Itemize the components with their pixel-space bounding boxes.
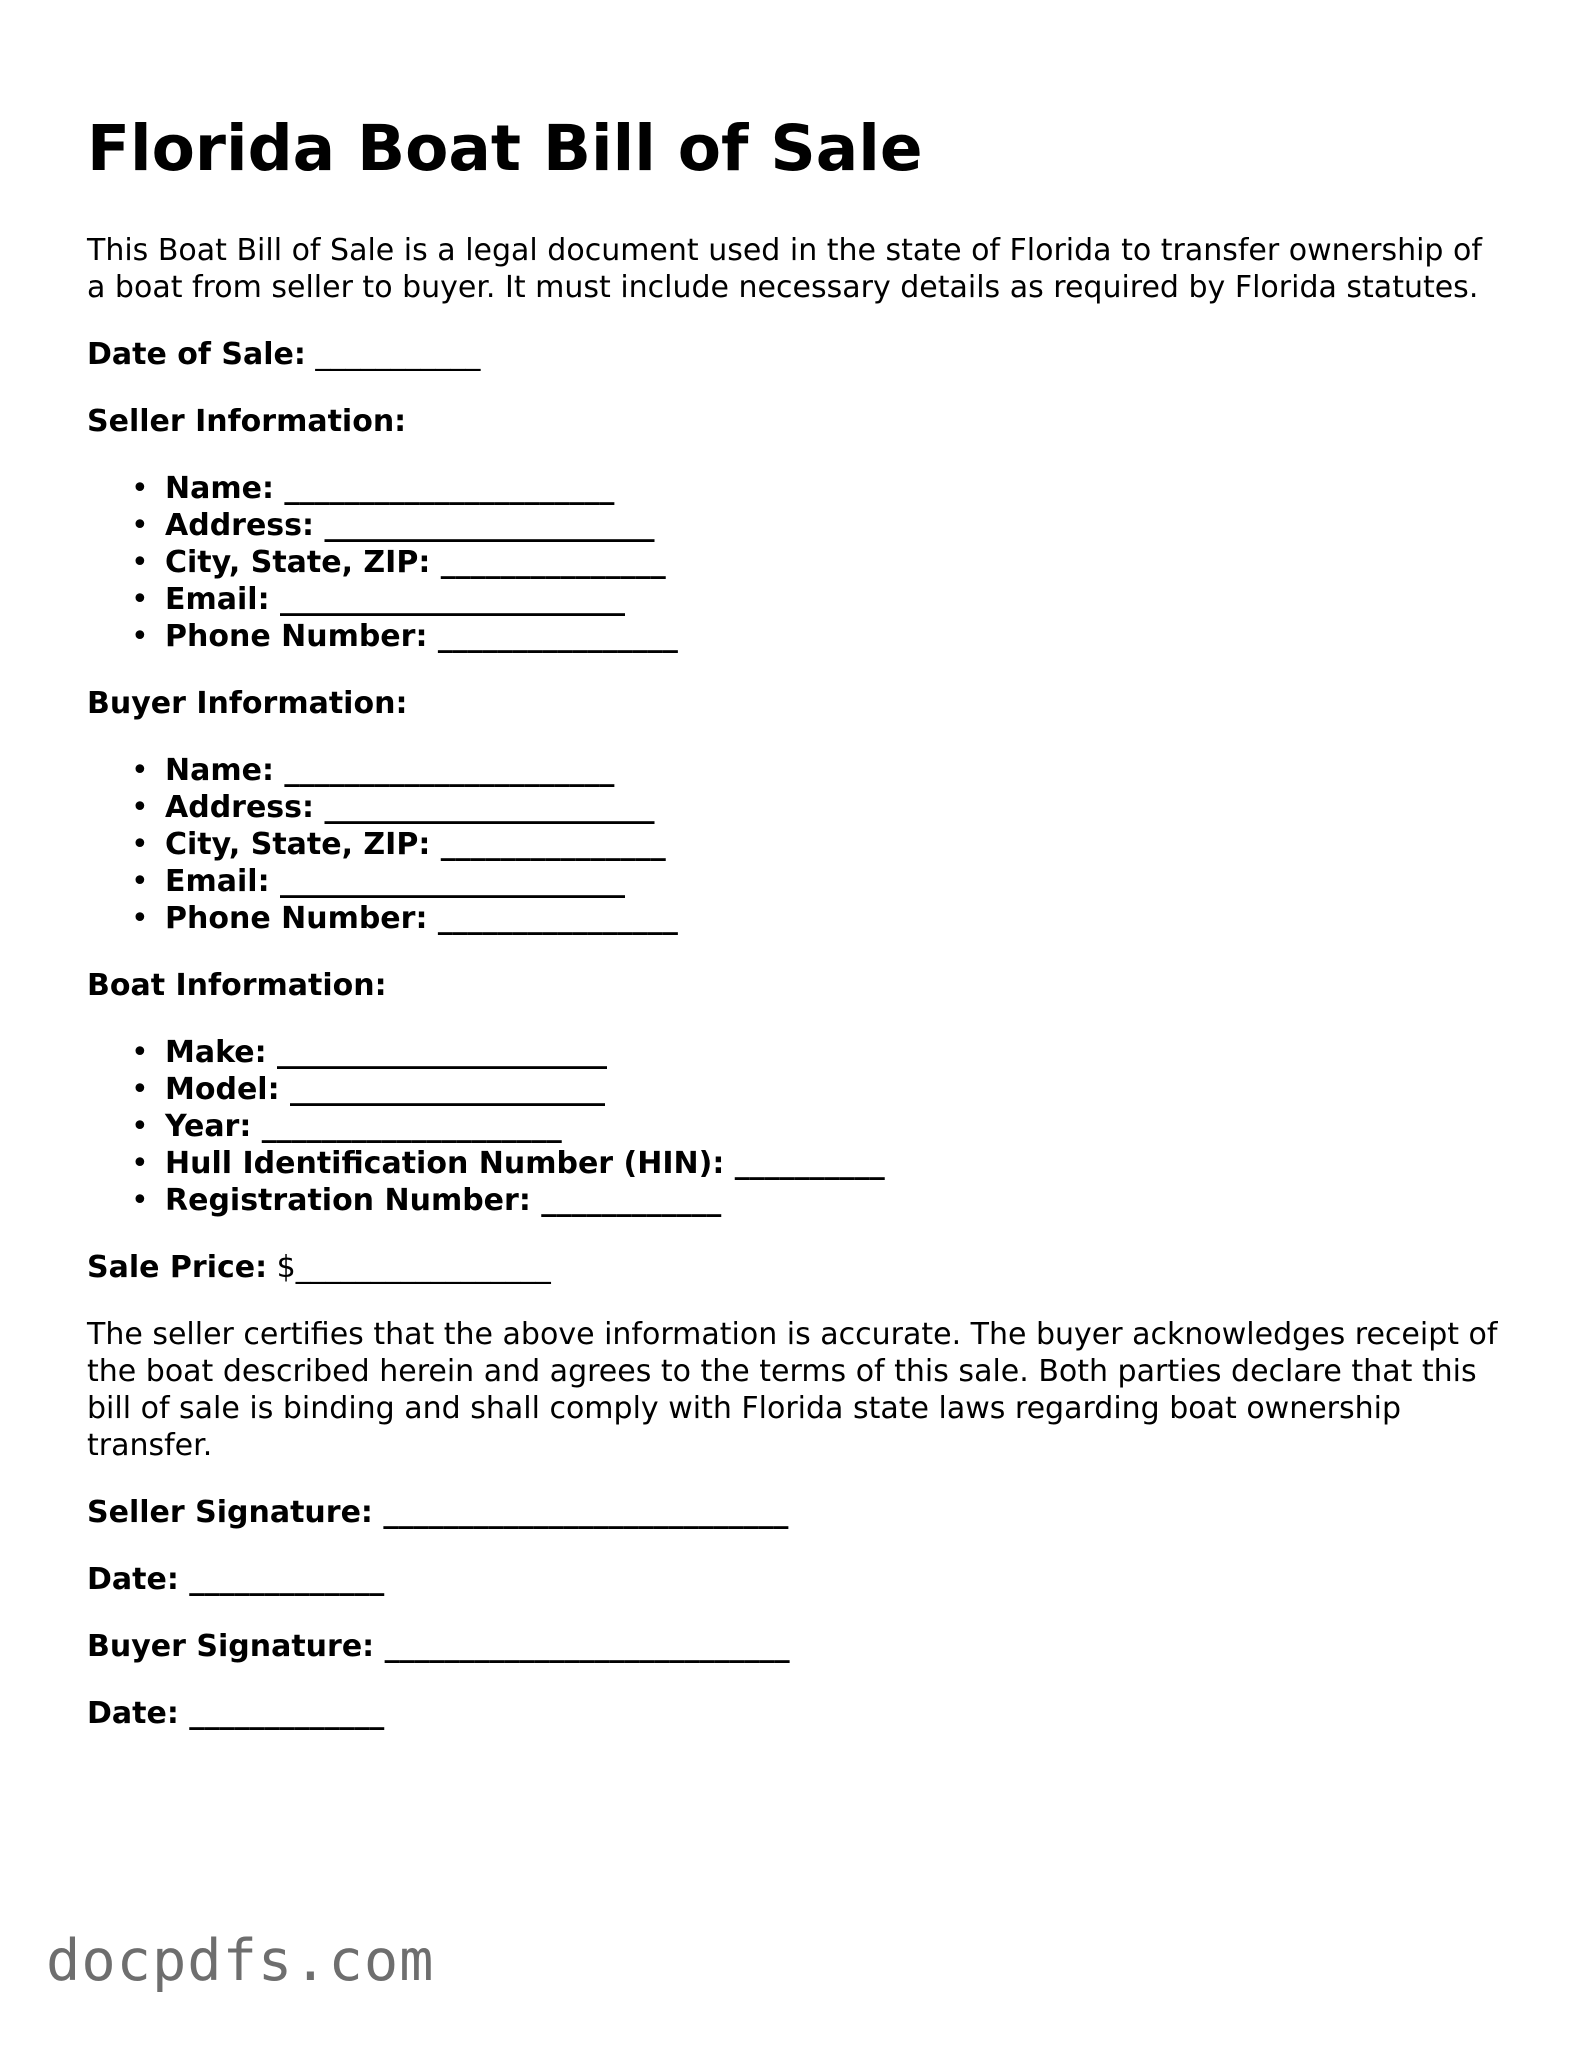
list-item (131, 752, 1507, 789)
field-label: City, State, ZIP: (165, 545, 431, 580)
list-item (131, 863, 1507, 900)
seller-date-blank[interactable]: _____________ (178, 1562, 385, 1597)
field-blank[interactable]: ______________________ (273, 753, 615, 788)
seller-signature-blank[interactable]: ___________________________ (372, 1495, 789, 1530)
buyer-fields-list (87, 752, 1507, 937)
field-label: Email: (165, 864, 270, 899)
date-of-sale-field (87, 336, 1507, 373)
bullet-icon: • (131, 901, 149, 936)
bullet-icon: • (131, 753, 149, 788)
bullet-icon: • (131, 471, 149, 506)
list-item (131, 1145, 1507, 1182)
seller-date-field (87, 1561, 1507, 1598)
field-label: Phone Number: (165, 901, 428, 936)
field-blank[interactable]: ________________ (427, 619, 678, 654)
field-label: Registration Number: (165, 1183, 531, 1218)
field-label: Year: (165, 1109, 252, 1144)
watermark: docpdfs.com (46, 1928, 435, 1994)
list-item (131, 789, 1507, 826)
buyer-signature-field (87, 1628, 1507, 1665)
bullet-icon: • (131, 790, 149, 825)
field-label: Hull Identification Number (HIN): (165, 1146, 725, 1181)
field-label: City, State, ZIP: (165, 827, 431, 862)
field-label: Make: (165, 1035, 267, 1070)
field-label: Name: (165, 471, 274, 506)
list-item (131, 470, 1507, 507)
field-blank[interactable]: ______________________ (314, 508, 655, 543)
field-label: Phone Number: (165, 619, 428, 654)
list-item (131, 1108, 1507, 1145)
bullet-icon: • (131, 1183, 149, 1218)
field-blank[interactable]: ______________________ (314, 790, 655, 825)
boat-heading-text: Boat Information: (87, 968, 387, 1003)
field-blank[interactable]: ______________________ (273, 471, 615, 506)
list-item (131, 544, 1507, 581)
buyer-signature-blank[interactable]: ___________________________ (374, 1629, 790, 1664)
list-item (131, 581, 1507, 618)
buyer-heading-text: Buyer Information: (87, 686, 408, 721)
seller-fields-list (87, 470, 1507, 655)
seller-signature-label: Seller Signature: (87, 1495, 373, 1530)
bullet-icon: • (131, 1035, 149, 1070)
field-blank[interactable]: _______________ (430, 827, 666, 862)
field-blank[interactable]: _______________ (430, 545, 666, 580)
field-blank[interactable]: _______________________ (269, 582, 626, 617)
boat-fields-list (87, 1034, 1507, 1219)
seller-date-label: Date: (87, 1562, 179, 1597)
list-item (131, 1034, 1507, 1071)
seller-heading-text: Seller Information: (87, 404, 407, 439)
field-blank[interactable]: _______________________ (269, 864, 626, 899)
field-blank[interactable]: ________________ (427, 901, 678, 936)
bullet-icon: • (131, 582, 149, 617)
sale-price-label: Sale Price: (87, 1250, 268, 1285)
buyer-date-label: Date: (87, 1696, 179, 1731)
list-item (131, 900, 1507, 937)
list-item (131, 618, 1507, 655)
bullet-icon: • (131, 545, 149, 580)
intro-paragraph: This Boat Bill of Sale is a legal document used in the state of Florida to transfer ownership of a boat from seller to buyer. It must include necessary details as required by Florida statutes. (87, 233, 1482, 305)
buyer-section-heading (87, 685, 1507, 722)
page-title: Florida Boat Bill of Sale (87, 112, 923, 185)
buyer-date-blank[interactable]: _____________ (178, 1696, 385, 1731)
list-item (131, 1071, 1507, 1108)
buyer-date-field (87, 1695, 1507, 1732)
field-label: Name: (165, 753, 274, 788)
field-blank[interactable]: ______________________ (266, 1035, 608, 1070)
document-page (87, 112, 1507, 1762)
bullet-icon: • (131, 1072, 149, 1107)
list-item (131, 826, 1507, 863)
date-of-sale-blank[interactable]: ___________ (305, 337, 481, 372)
bullet-icon: • (131, 508, 149, 543)
field-blank[interactable]: __________ (724, 1146, 885, 1181)
list-item (131, 507, 1507, 544)
field-label: Address: (165, 790, 315, 825)
sale-price-field (87, 1249, 1507, 1286)
field-label: Model: (165, 1072, 280, 1107)
list-item (131, 1182, 1507, 1219)
field-label: Address: (165, 508, 315, 543)
field-label: Email: (165, 582, 270, 617)
field-blank[interactable]: ____________ (530, 1183, 722, 1218)
seller-signature-field (87, 1494, 1507, 1531)
bullet-icon: • (131, 864, 149, 899)
bullet-icon: • (131, 1109, 149, 1144)
bullet-icon: • (131, 827, 149, 862)
field-blank[interactable]: ____________________ (251, 1109, 562, 1144)
sale-price-blank[interactable]: $_________________ (267, 1250, 551, 1285)
seller-section-heading (87, 403, 1507, 440)
bullet-icon: • (131, 1146, 149, 1181)
date-of-sale-label: Date of Sale: (87, 337, 306, 372)
buyer-signature-label: Buyer Signature: (87, 1629, 375, 1664)
boat-section-heading (87, 967, 1507, 1004)
bullet-icon: • (131, 619, 149, 654)
field-blank[interactable]: _____________________ (279, 1072, 606, 1107)
certification-paragraph: The seller certifies that the above information is accurate. The buyer acknowledges receipt of the boat described herein and agrees to the terms of this sale. Both parties declare that this bill of sale is binding and shall comply with Florida state laws regarding boat ownership transfer. (87, 1317, 1498, 1463)
